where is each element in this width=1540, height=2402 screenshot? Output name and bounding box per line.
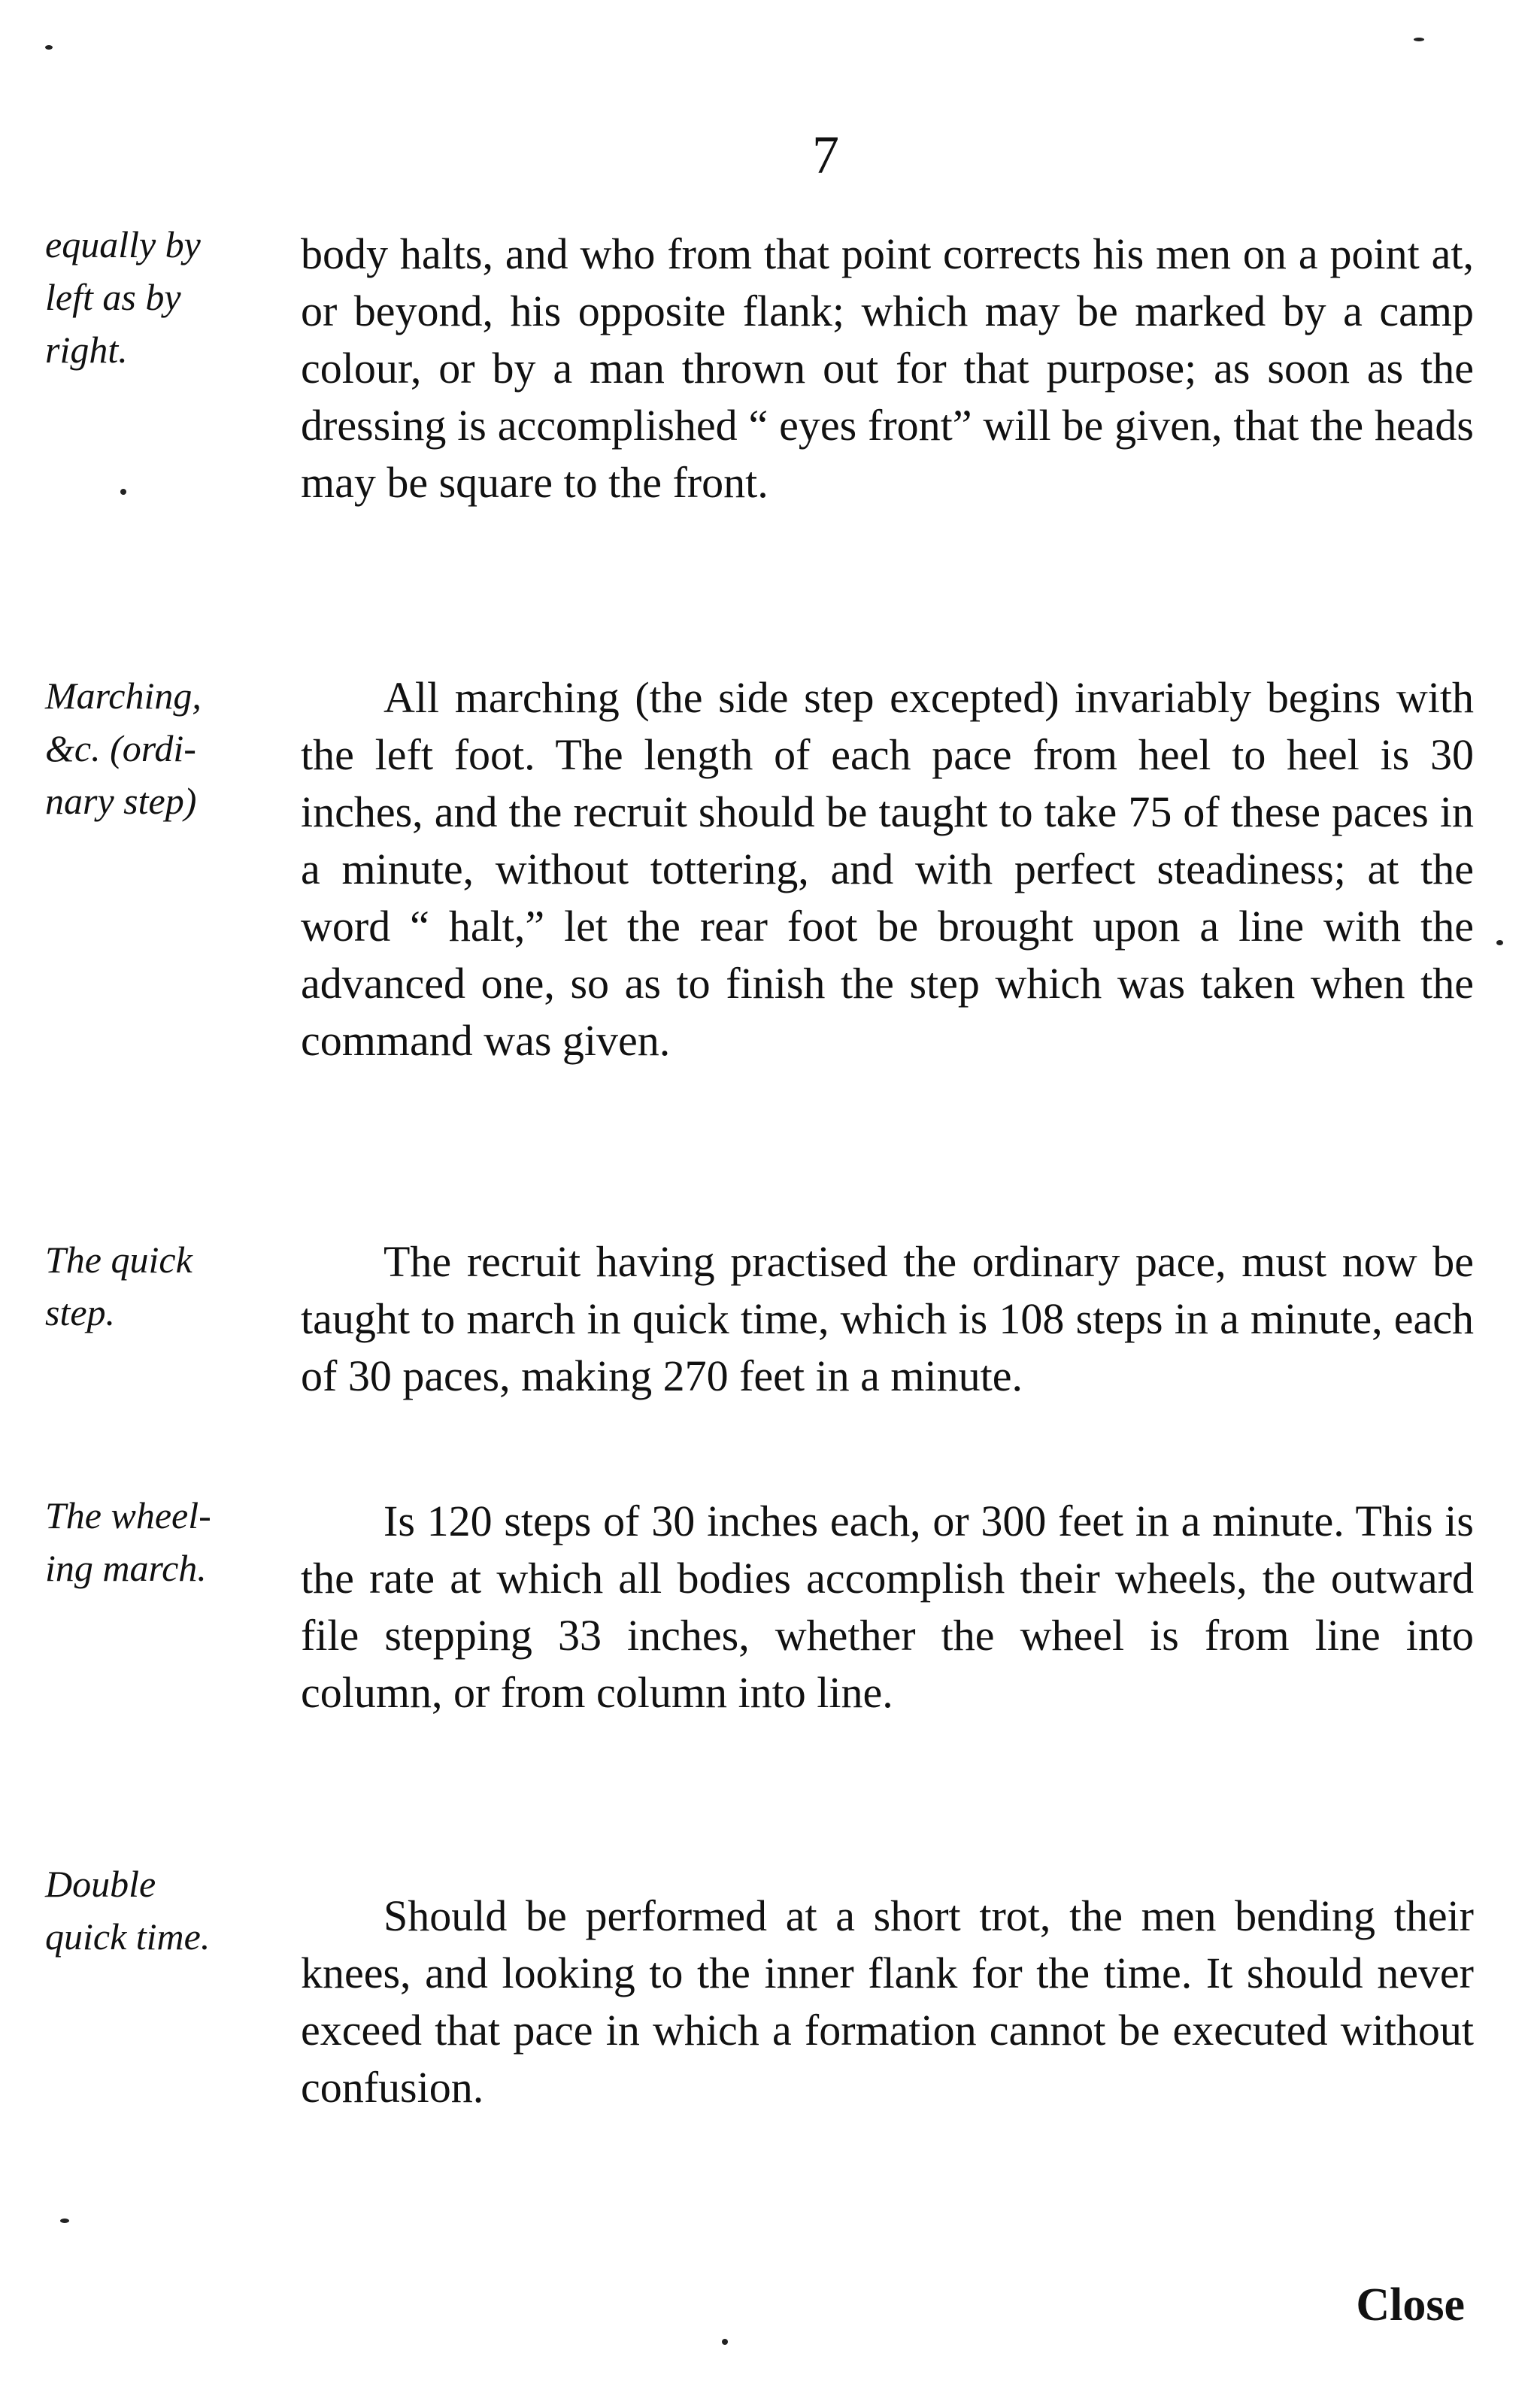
paragraph-double-quick	[301, 1888, 1474, 2116]
scan-speck	[45, 45, 53, 50]
margin-note-wheeling-march: The wheel- ing march.	[45, 1494, 211, 1589]
paragraph-text: The recruit having practised the ordinary pace, must now be taught to march in quick time, which is 108 steps in a minute, each of 30 paces, making 270 feet in a minute.	[301, 1237, 1474, 1400]
paragraph-quick-step	[301, 1233, 1474, 1405]
paragraph-text: Should be performed at a short trot, the men bending their knees, and looking to the inner flank for the time. It should never exceed that pace in which a formation cannot be executed without confusion.	[301, 1891, 1474, 2112]
paragraph-body-halts	[301, 226, 1474, 511]
paragraph-marching	[301, 669, 1474, 1069]
scan-speck	[1496, 940, 1503, 945]
margin-note-marching: Marching, &c. (ordi- nary step)	[45, 675, 202, 822]
scan-speck	[722, 2339, 728, 2345]
margin-note-double-quick: Double quick time.	[45, 1863, 211, 1958]
scan-speck	[60, 2219, 69, 2223]
margin-note-equally: equally by left as by right.	[45, 223, 201, 371]
page-number: 7	[812, 125, 839, 185]
catchword: Close	[1356, 2279, 1465, 2331]
paragraph-text: Is 120 steps of 30 inches each, or 300 feet in a minute. This is the rate at which all bodies accomplish their wheels, the outward file stepping 33 inches, whether the wheel is from line into column, or from column into line.	[301, 1497, 1474, 1717]
scan-speck	[1414, 38, 1424, 41]
paragraph-wheeling-march	[301, 1493, 1474, 1721]
scan-speck	[120, 489, 126, 495]
margin-note-quick-step: The quick step.	[45, 1239, 192, 1333]
paragraph-text: All marching (the side step excepted) invariably begins with the left foot. The length of each pace from heel to heel is 30 inches, and the recruit should be taught to take 75 of these paces in a minute, without tottering, and with perfect steadiness; at the word “ halt,” let the rear foot be brought upon a line with the advanced one, so as to finish the step which was taken when the command was given.	[301, 673, 1474, 1065]
paragraph-text: body halts, and who from that point corrects his men on a point at, or beyond, his opposite flank; which may be marked by a camp colour, or by a man thrown out for that purpose; as soon as the dressing is accomplished “ eyes front” will be given, that the heads may be square to the front.	[301, 229, 1474, 507]
